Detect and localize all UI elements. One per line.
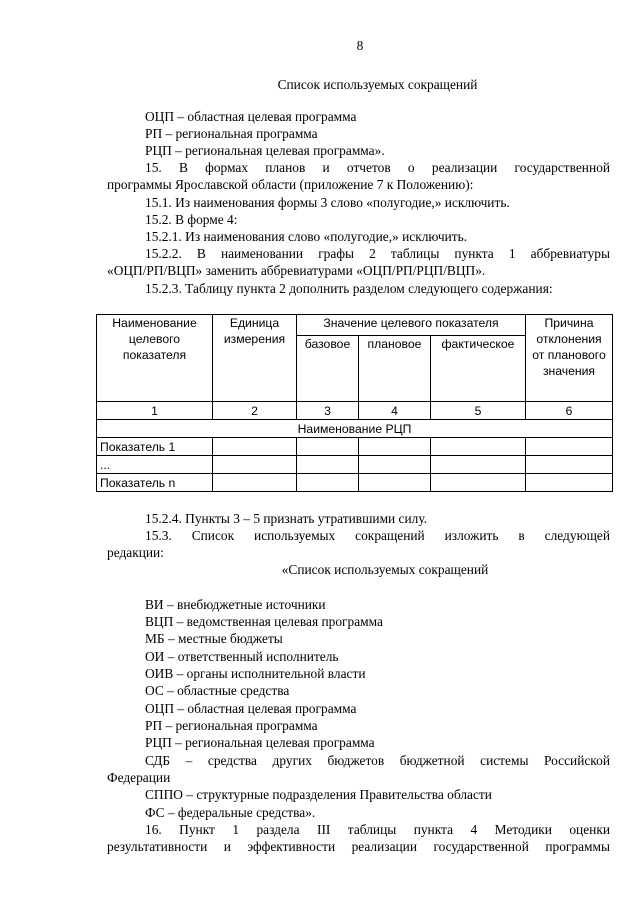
page-number: 8 <box>356 38 364 53</box>
row-label: ... <box>97 456 213 474</box>
paragraph-15-1: 15.1. Из наименования формы 3 слово «полугодие,» исключить. <box>145 195 510 210</box>
table-cell <box>526 456 613 474</box>
table-cell <box>526 474 613 492</box>
abbr-line: ВЦП – ведомственная целевая программа <box>145 614 383 629</box>
table-row <box>97 456 613 474</box>
table-cell <box>213 438 297 456</box>
table-cell <box>526 438 613 456</box>
column-number: 3 <box>297 402 359 420</box>
table-cell <box>213 474 297 492</box>
table-row <box>97 474 613 492</box>
table-cell <box>213 456 297 474</box>
paragraph-15-line1: 15. В формах планов и отчетов о реализации государственной <box>145 160 610 175</box>
paragraph-15-3-line2: редакции: <box>107 545 164 560</box>
heading-abbreviations-new: «Список используемых сокращений <box>281 562 489 577</box>
header-unit: Единица измерения <box>213 315 297 402</box>
abbr-line: РП – региональная программа <box>145 126 318 141</box>
paragraph-15-3-line1: 15.3. Список используемых сокращений изложить в следующей <box>145 528 610 543</box>
abbr-line: ФС – федеральные средства». <box>145 805 316 820</box>
header-planned: плановое <box>359 336 431 402</box>
table-cell <box>431 438 526 456</box>
table-cell <box>297 438 359 456</box>
header-actual: фактическое <box>431 336 526 402</box>
abbr-line: ОЦП – областная целевая программа <box>145 109 357 124</box>
table-cell <box>359 474 431 492</box>
paragraph-15-2-3: 15.2.3. Таблицу пункта 2 дополнить разделом следующего содержания: <box>145 281 553 296</box>
paragraph-15-2: 15.2. В форме 4: <box>145 212 238 227</box>
column-number: 1 <box>97 402 213 420</box>
column-number: 5 <box>431 402 526 420</box>
abbr-line: ОИВ – органы исполнительной власти <box>145 666 366 681</box>
paragraph-15-2-1: 15.2.1. Из наименования слово «полугодие,» исключить. <box>145 229 468 244</box>
abbr-line: РЦП – региональная целевая программа <box>145 735 375 750</box>
column-number: 6 <box>526 402 613 420</box>
abbr-line: ОС – областные средства <box>145 683 290 698</box>
abbr-line: РЦП – региональная целевая программа». <box>145 143 385 158</box>
paragraph-15-2-4: 15.2.4. Пункты 3 – 5 признать утратившими силу. <box>145 511 428 526</box>
row-label: Показатель n <box>97 474 213 492</box>
abbr-sdb-line1: СДБ – средства других бюджетов бюджетной системы Российской <box>145 753 610 768</box>
header-indicator-name: Наименование целевого показателя <box>97 315 213 402</box>
paragraph-16-line2: результативности и эффективности реализации государственной программы <box>107 839 610 854</box>
header-target-value: Значение целевого показателя <box>297 315 526 336</box>
section-title: Наименование РЦП <box>97 420 613 438</box>
table-cell <box>297 474 359 492</box>
abbr-sdb-line2: Федерации <box>107 770 171 785</box>
row-label: Показатель 1 <box>97 438 213 456</box>
abbr-line: ВИ – внебюджетные источники <box>145 597 326 612</box>
column-number: 4 <box>359 402 431 420</box>
indicator-table <box>96 314 613 492</box>
abbr-line: МБ – местные бюджеты <box>145 631 283 646</box>
table-cell <box>431 456 526 474</box>
header-base: базовое <box>297 336 359 402</box>
heading-abbreviations: Список используемых сокращений <box>277 77 478 92</box>
abbr-line: РП – региональная программа <box>145 718 318 733</box>
column-number: 2 <box>213 402 297 420</box>
table-cell <box>431 474 526 492</box>
abbr-line: ОИ – ответственный исполнитель <box>145 649 339 664</box>
header-deviation-reason: Причина отклонения от планового значения <box>526 315 613 402</box>
table-cell <box>359 456 431 474</box>
table-cell <box>359 438 431 456</box>
paragraph-16-line1: 16. Пункт 1 раздела III таблицы пункта 4 Методики оценки <box>145 822 610 837</box>
abbr-line: СППО – структурные подразделения Правительства области <box>145 787 492 802</box>
table-cell <box>297 456 359 474</box>
paragraph-15-line2: программы Ярославской области (приложение 7 к Положению): <box>107 177 474 192</box>
paragraph-15-2-2-line2: «ОЦП/РП/ВЦП» заменить аббревиатурами «ОЦП/РП/РЦП/ВЦП». <box>107 263 486 278</box>
table-row <box>97 438 613 456</box>
abbr-line: ОЦП – областная целевая программа <box>145 701 357 716</box>
paragraph-15-2-2-line1: 15.2.2. В наименовании графы 2 таблицы пункта 1 аббревиатуры <box>145 246 610 261</box>
